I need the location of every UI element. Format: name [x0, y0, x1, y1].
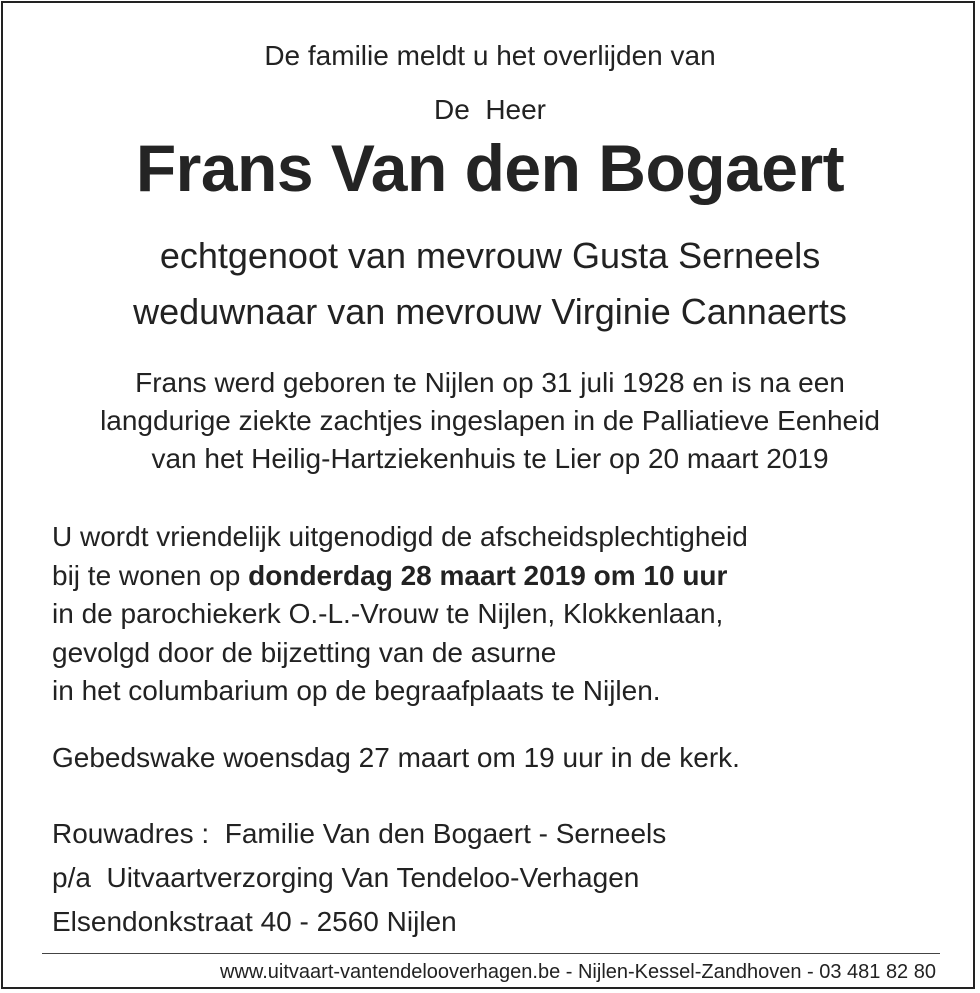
- ceremony-datetime: donderdag 28 maart 2019 om 10 uur: [248, 559, 728, 591]
- relation-widower: weduwnaar van mevrouw Virginie Cannaerts: [133, 291, 847, 332]
- title-prefix: De Heer: [433, 94, 547, 125]
- vigil-text: Gebedswake woensdag 27 maart om 19 uur in de kerk.: [52, 742, 740, 773]
- footer-divider: [42, 953, 940, 954]
- footer-contact: www.uitvaart-vantendelooverhagen.be - Nijlen-Kessel-Zandhoven - 03 481 82 80: [220, 961, 936, 983]
- invitation-line: in de parochiekerk O.-L.-Vrouw te Nijlen, Klokkenlaan,: [52, 598, 724, 629]
- intro-text: De familie meldt u het overlijden van: [264, 40, 716, 71]
- deceased-name: Frans Van den Bogaert: [135, 131, 845, 205]
- bio-line: van het Heilig-Hartziekenhuis te Lier op 20 maart 2019: [151, 443, 829, 474]
- relation-spouse: echtgenoot van mevrouw Gusta Serneels: [159, 235, 821, 276]
- invitation-line: in het columbarium op de begraafplaats te Nijlen.: [52, 675, 661, 706]
- address-block: [52, 812, 666, 944]
- invitation-line: gevolgd door de bijzetting van de asurne: [52, 636, 557, 668]
- bio-line: langdurige ziekte zachtjes ingeslapen in de Palliatieve Eenheid: [100, 405, 880, 436]
- relations-block: [0, 228, 980, 340]
- biography-block: [0, 364, 980, 478]
- address-line: p/a Uitvaartverzorging Van Tendeloo-Verhagen: [52, 862, 640, 893]
- invitation-date-prefix: bij te wonen op: [52, 559, 249, 591]
- invitation-line: U wordt vriendelijk uitgenodigd de afscheidsplechtigheid: [52, 521, 748, 552]
- invitation-line-date: [52, 557, 748, 596]
- bio-line: Frans werd geboren te Nijlen op 31 juli 1928 en is na een: [135, 367, 845, 398]
- address-line: Elsendonkstraat 40 - 2560 Nijlen: [52, 906, 457, 937]
- invitation-block: [52, 518, 748, 711]
- address-line: Rouwadres : Familie Van den Bogaert - Serneels: [52, 818, 667, 849]
